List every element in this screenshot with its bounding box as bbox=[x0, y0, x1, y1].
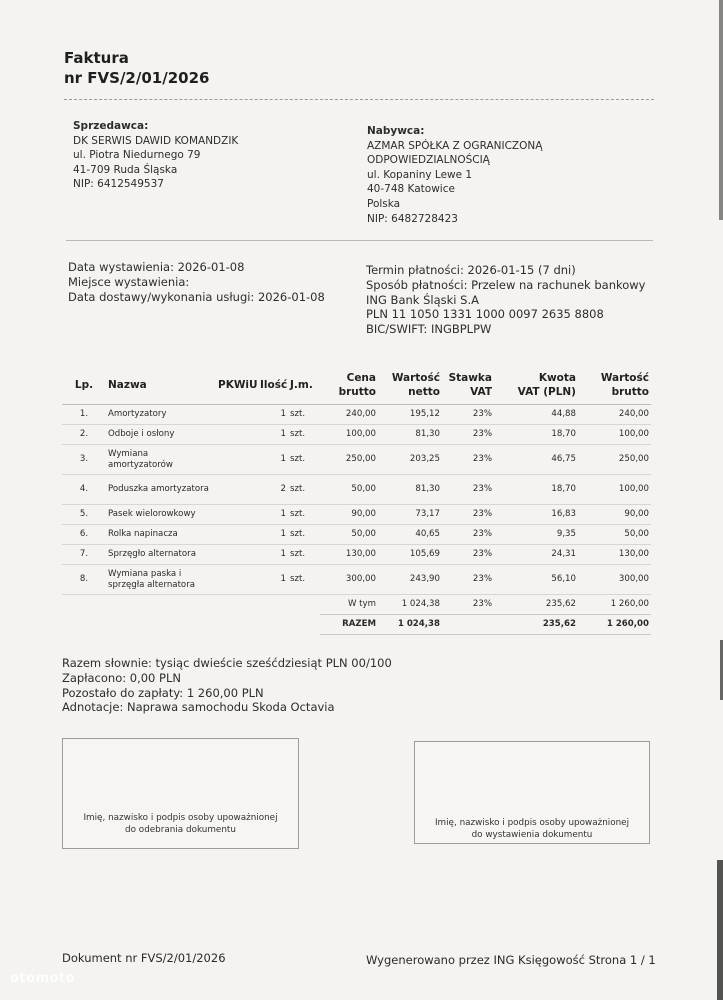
invoice-notes: Adnotacje: Naprawa samochodu Skoda Octavia bbox=[62, 700, 335, 715]
invoice-title-line1: Faktura bbox=[64, 49, 129, 67]
row-vat-rate: 23% bbox=[442, 405, 494, 425]
invoice-items-table bbox=[62, 366, 651, 635]
signature-box-issuer bbox=[414, 741, 650, 844]
row-vat-amount: 44,88 bbox=[494, 405, 578, 425]
subtotal-spacer bbox=[62, 595, 320, 615]
col-header-unit: J.m. bbox=[288, 366, 320, 405]
buyer-block bbox=[367, 124, 542, 226]
total-gross: 1 260,00 bbox=[578, 615, 651, 635]
seller-label: Sprzedawca: bbox=[73, 120, 149, 132]
col-header-net-value: Wartość netto bbox=[378, 366, 442, 405]
payment-block bbox=[366, 263, 646, 337]
row-price: 130,00 bbox=[320, 545, 378, 565]
row-gross: 90,00 bbox=[578, 505, 651, 525]
invoice-number: nr FVS/2/01/2026 bbox=[64, 69, 210, 87]
table-row bbox=[62, 545, 651, 565]
issue-date: Data wystawienia: 2026-01-08 bbox=[68, 260, 245, 274]
row-vat-rate: 23% bbox=[442, 475, 494, 505]
buyer-label: Nabywca: bbox=[367, 125, 425, 137]
row-gross: 300,00 bbox=[578, 565, 651, 595]
row-name: Wymiana amortyzatorów bbox=[106, 445, 216, 475]
footer-generated-by: Wygenerowano przez ING Księgowość Strona 1 / 1 bbox=[366, 953, 656, 967]
seller-block bbox=[73, 119, 238, 192]
summary-block bbox=[62, 656, 392, 715]
row-vat-amount: 18,70 bbox=[494, 475, 578, 505]
subtotal-row bbox=[62, 595, 651, 615]
row-lp: 8. bbox=[62, 565, 106, 595]
total-vat-rate bbox=[442, 615, 494, 635]
row-vat-amount: 56,10 bbox=[494, 565, 578, 595]
payment-account: PLN 11 1050 1331 1000 0097 2635 8808 bbox=[366, 307, 604, 322]
col-header-pkwiu: PKWiU bbox=[216, 366, 258, 405]
total-vat: 235,62 bbox=[494, 615, 578, 635]
col-header-vat-rate: Stawka VAT bbox=[442, 366, 494, 405]
signature-caption-receiver: Imię, nazwisko i podpis osoby upoważnionej do odebrania dokumentu bbox=[83, 813, 278, 835]
row-unit: szt. bbox=[288, 475, 320, 505]
seller-nip: NIP: 6412549537 bbox=[73, 178, 164, 191]
row-lp: 2. bbox=[62, 425, 106, 445]
row-vat-amount: 18,70 bbox=[494, 425, 578, 445]
col-header-name: Nazwa bbox=[106, 366, 216, 405]
row-gross: 130,00 bbox=[578, 545, 651, 565]
payment-method: Sposób płatności: Przelew na rachunek bankowy bbox=[366, 277, 646, 292]
row-net: 73,17 bbox=[378, 505, 442, 525]
row-vat-rate: 23% bbox=[442, 545, 494, 565]
row-price: 300,00 bbox=[320, 565, 378, 595]
row-qty: 1 bbox=[258, 545, 288, 565]
table-row bbox=[62, 505, 651, 525]
col-header-gross-value: Wartość brutto bbox=[578, 366, 651, 405]
row-unit: szt. bbox=[288, 545, 320, 565]
buyer-city: 40-748 Katowice bbox=[367, 183, 455, 196]
col-header-vat-amount: Kwota VAT (PLN) bbox=[494, 366, 578, 405]
amount-in-words: Razem słownie: tysiąc dwieście sześćdziesiąt PLN 00/100 bbox=[62, 656, 392, 670]
row-lp: 3. bbox=[62, 445, 106, 475]
table-row bbox=[62, 475, 651, 505]
row-net: 81,30 bbox=[378, 475, 442, 505]
subtotal-label: W tym bbox=[320, 595, 378, 615]
signature-caption-issuer: Imię, nazwisko i podpis osoby upoważnionej do wystawienia dokumentu bbox=[434, 818, 630, 840]
amount-paid: Zapłacono: 0,00 PLN bbox=[62, 670, 181, 685]
row-qty: 2 bbox=[258, 475, 288, 505]
row-lp: 4. bbox=[62, 475, 106, 505]
row-name: Rolka napinacza bbox=[106, 525, 216, 545]
issue-place: Miejsce wystawienia: bbox=[68, 274, 190, 289]
total-net: 1 024,38 bbox=[378, 615, 442, 635]
table-row bbox=[62, 445, 651, 475]
row-gross: 250,00 bbox=[578, 445, 651, 475]
row-gross: 240,00 bbox=[578, 405, 651, 425]
table-row bbox=[62, 525, 651, 545]
seller-street: ul. Piotra Niedurnego 79 bbox=[73, 149, 201, 162]
subtotal-gross: 1 260,00 bbox=[578, 595, 651, 615]
row-pkwiu bbox=[216, 475, 258, 505]
row-qty: 1 bbox=[258, 405, 288, 425]
row-pkwiu bbox=[216, 445, 258, 475]
row-unit: szt. bbox=[288, 505, 320, 525]
subtotal-vat-rate: 23% bbox=[442, 595, 494, 615]
row-vat-amount: 16,83 bbox=[494, 505, 578, 525]
scan-edge-shadow bbox=[717, 860, 723, 1000]
row-price: 240,00 bbox=[320, 405, 378, 425]
row-name: Odboje i osłony bbox=[106, 425, 216, 445]
total-spacer bbox=[62, 615, 320, 635]
row-pkwiu bbox=[216, 565, 258, 595]
row-gross: 100,00 bbox=[578, 475, 651, 505]
row-price: 250,00 bbox=[320, 445, 378, 475]
row-name: Pasek wielorowkowy bbox=[106, 505, 216, 525]
payment-swift: BIC/SWIFT: INGBPLPW bbox=[366, 322, 492, 337]
row-pkwiu bbox=[216, 425, 258, 445]
row-lp: 5. bbox=[62, 505, 106, 525]
row-name: Sprzęgło alternatora bbox=[106, 545, 216, 565]
seller-name: DK SERWIS DAWID KOMANDZIK bbox=[73, 134, 239, 147]
row-gross: 50,00 bbox=[578, 525, 651, 545]
buyer-nip: NIP: 6482728423 bbox=[367, 212, 458, 225]
col-header-lp: Lp. bbox=[62, 366, 106, 405]
buyer-country: Polska bbox=[367, 197, 401, 210]
row-vat-amount: 24,31 bbox=[494, 545, 578, 565]
row-net: 243,90 bbox=[378, 565, 442, 595]
row-net: 203,25 bbox=[378, 445, 442, 475]
row-unit: szt. bbox=[288, 405, 320, 425]
scan-edge-shadow bbox=[719, 0, 723, 220]
row-pkwiu bbox=[216, 525, 258, 545]
row-net: 40,65 bbox=[378, 525, 442, 545]
row-qty: 1 bbox=[258, 565, 288, 595]
row-price: 50,00 bbox=[320, 475, 378, 505]
row-vat-rate: 23% bbox=[442, 565, 494, 595]
row-unit: szt. bbox=[288, 445, 320, 475]
row-pkwiu bbox=[216, 545, 258, 565]
row-price: 90,00 bbox=[320, 505, 378, 525]
row-net: 195,12 bbox=[378, 405, 442, 425]
table-row bbox=[62, 405, 651, 425]
row-unit: szt. bbox=[288, 565, 320, 595]
row-gross: 100,00 bbox=[578, 425, 651, 445]
total-label: RAZEM bbox=[320, 615, 378, 635]
row-vat-rate: 23% bbox=[442, 445, 494, 475]
col-header-gross-price: Cena brutto bbox=[320, 366, 378, 405]
buyer-name-line1: AZMAR SPÓŁKA Z OGRANICZONĄ bbox=[367, 139, 543, 152]
row-lp: 6. bbox=[62, 525, 106, 545]
amount-remaining: Pozostało do zapłaty: 1 260,00 PLN bbox=[62, 685, 264, 700]
payment-bank: ING Bank Śląski S.A bbox=[366, 292, 479, 307]
row-price: 100,00 bbox=[320, 425, 378, 445]
row-price: 50,00 bbox=[320, 525, 378, 545]
col-header-qty: Ilość bbox=[258, 366, 288, 405]
signature-box-receiver bbox=[62, 738, 299, 849]
row-pkwiu bbox=[216, 505, 258, 525]
row-pkwiu bbox=[216, 405, 258, 425]
row-vat-rate: 23% bbox=[442, 425, 494, 445]
total-row bbox=[62, 615, 651, 635]
delivery-date: Data dostawy/wykonania usługi: 2026-01-08 bbox=[68, 289, 325, 304]
row-name: Poduszka amortyzatora bbox=[106, 475, 216, 505]
row-lp: 7. bbox=[62, 545, 106, 565]
subtotal-vat: 235,62 bbox=[494, 595, 578, 615]
table-row bbox=[62, 425, 651, 445]
row-unit: szt. bbox=[288, 525, 320, 545]
row-qty: 1 bbox=[258, 445, 288, 475]
dates-block bbox=[68, 260, 325, 304]
row-net: 105,69 bbox=[378, 545, 442, 565]
subtotal-net: 1 024,38 bbox=[378, 595, 442, 615]
footer-document-number: Dokument nr FVS/2/01/2026 bbox=[62, 951, 226, 965]
invoice-title bbox=[64, 48, 209, 88]
divider-top bbox=[64, 99, 654, 100]
row-vat-rate: 23% bbox=[442, 505, 494, 525]
watermark-text: otomoto bbox=[10, 971, 76, 986]
divider-middle bbox=[66, 240, 653, 241]
row-vat-amount: 46,75 bbox=[494, 445, 578, 475]
row-qty: 1 bbox=[258, 425, 288, 445]
row-qty: 1 bbox=[258, 505, 288, 525]
row-qty: 1 bbox=[258, 525, 288, 545]
row-name: Wymiana paska i sprzęgła alternatora bbox=[106, 565, 216, 595]
row-name: Amortyzatory bbox=[106, 405, 216, 425]
row-vat-rate: 23% bbox=[442, 525, 494, 545]
row-lp: 1. bbox=[62, 405, 106, 425]
row-net: 81,30 bbox=[378, 425, 442, 445]
table-header-row bbox=[62, 366, 651, 405]
row-unit: szt. bbox=[288, 425, 320, 445]
row-vat-amount: 9,35 bbox=[494, 525, 578, 545]
seller-city: 41-709 Ruda Śląska bbox=[73, 163, 178, 176]
table-row bbox=[62, 565, 651, 595]
buyer-name-line2: ODPOWIEDZIALNOŚCIĄ bbox=[367, 154, 490, 167]
buyer-street: ul. Kopaniny Lewe 1 bbox=[367, 168, 473, 181]
payment-due: Termin płatności: 2026-01-15 (7 dni) bbox=[366, 263, 576, 277]
